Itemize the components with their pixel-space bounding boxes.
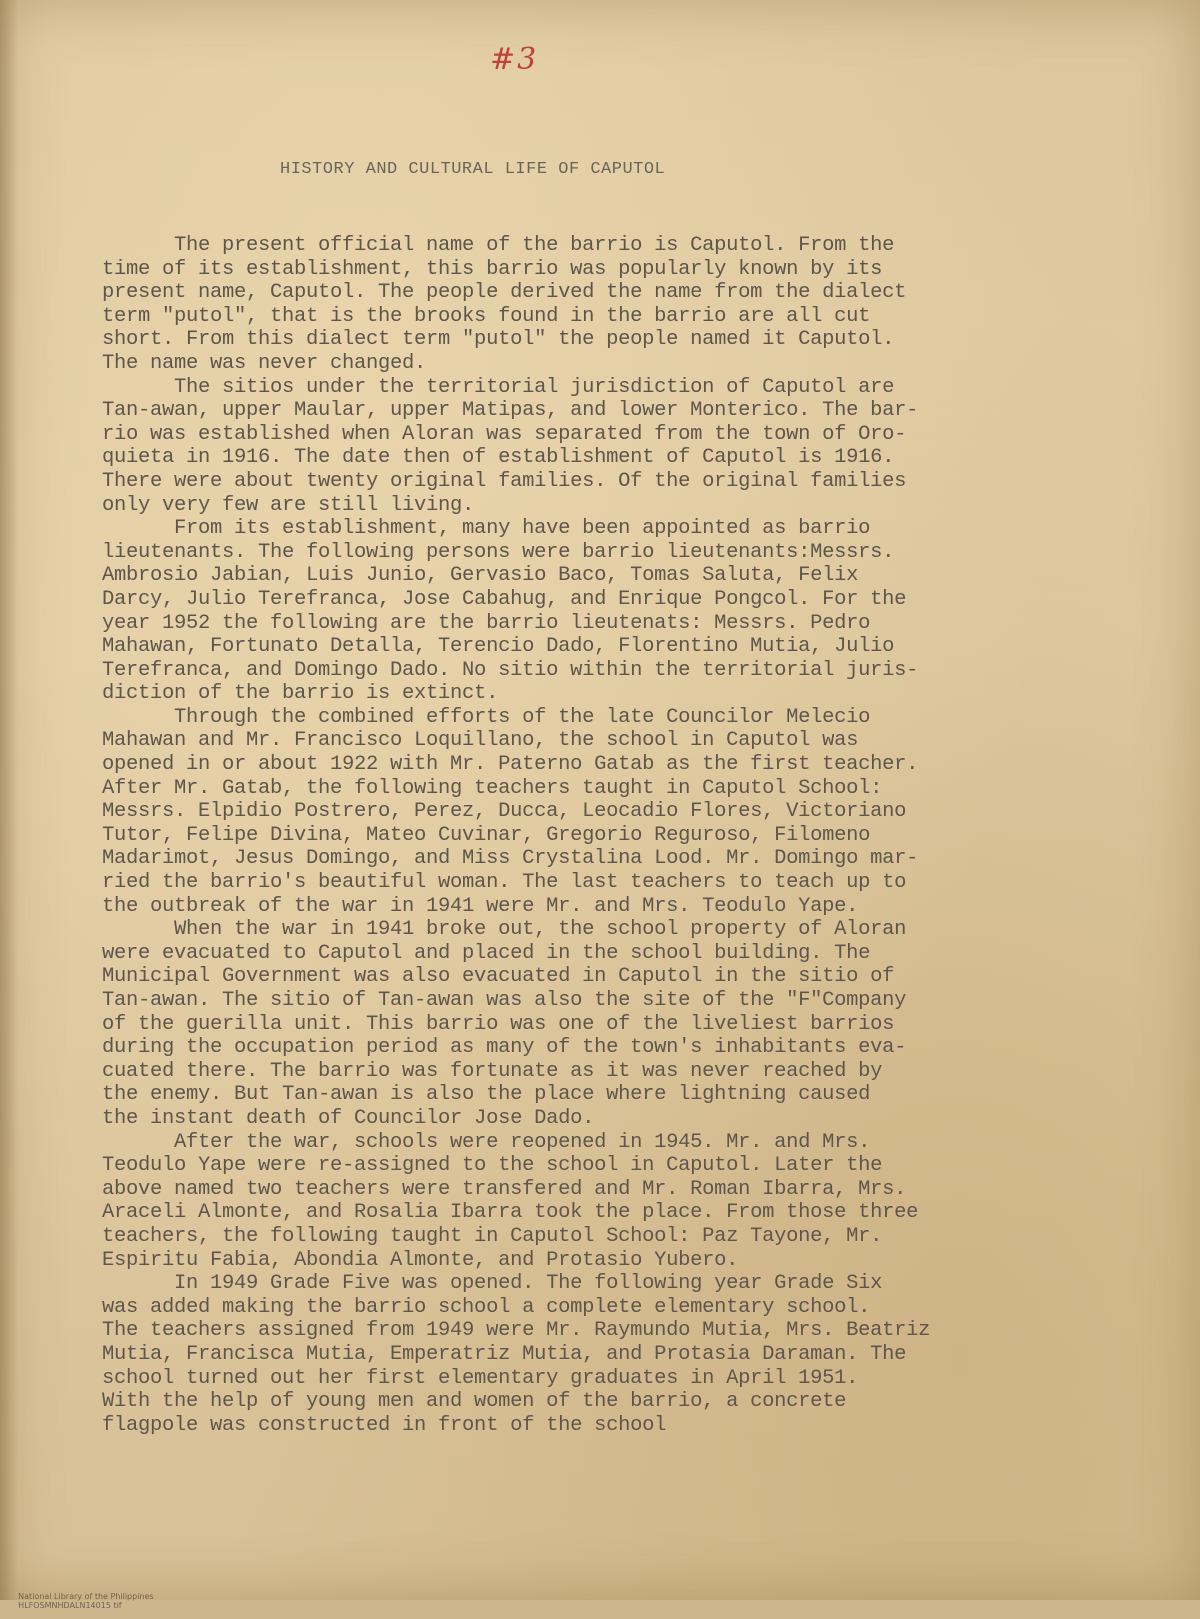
document-body bbox=[102, 234, 1102, 1437]
body-line: time of its establishment, this barrio was popularly known by its bbox=[102, 257, 883, 281]
body-line: present name, Caputol. The people derived the name from the dialect bbox=[102, 281, 907, 305]
handwritten-page-number: #3 bbox=[490, 42, 539, 77]
body-line: The sitios under the territorial jurisdiction of Caputol are bbox=[102, 375, 895, 399]
body-line: With the help of young men and women of the barrio, a concrete bbox=[102, 1390, 847, 1414]
body-line: After the war, schools were reopened in 1945. Mr. and Mrs. bbox=[102, 1130, 871, 1154]
scan-footer bbox=[8, 1583, 172, 1619]
body-line: Espiritu Fabia, Abondia Almonte, and Protasio Yubero. bbox=[102, 1248, 739, 1272]
body-line: Mutia, Francisca Mutia, Emperatriz Mutia, and Protasia Daraman. The bbox=[102, 1342, 907, 1366]
body-line: of the guerilla unit. This barrio was one of the liveliest barrios bbox=[102, 1012, 895, 1036]
document-title: HISTORY AND CULTURAL LIFE OF CAPUTOL bbox=[280, 160, 666, 179]
body-line: Through the combined efforts of the late Councilor Melecio bbox=[102, 705, 871, 729]
body-line: Madarimot, Jesus Domingo, and Miss Crystalina Lood. Mr. Domingo mar- bbox=[102, 847, 919, 871]
body-line: ried the barrio's beautiful woman. The last teachers to teach up to bbox=[102, 871, 907, 895]
body-line: Terefranca, and Domingo Dado. No sitio within the territorial juris- bbox=[102, 658, 919, 682]
body-line: Tutor, Felipe Divina, Mateo Cuvinar, Gregorio Reguroso, Filomeno bbox=[102, 823, 871, 847]
body-line: Ambrosio Jabian, Luis Junio, Gervasio Baco, Tomas Saluta, Felix bbox=[102, 564, 859, 588]
page-edge-shadow bbox=[0, 0, 18, 1600]
body-line: year 1952 the following are the barrio lieutenats: Messrs. Pedro bbox=[102, 611, 871, 635]
body-line: flagpole was constructed in front of the school bbox=[102, 1413, 667, 1437]
body-line: Tan-awan. The sitio of Tan-awan was also the site of the "F"Company bbox=[102, 989, 907, 1012]
body-line: Teodulo Yape were re-assigned to the school in Caputol. Later the bbox=[102, 1154, 883, 1178]
body-line: Municipal Government was also evacuated in Caputol in the sitio of bbox=[102, 965, 895, 989]
body-line: short. From this dialect term "putol" the people named it Caputol. bbox=[102, 328, 895, 352]
body-line: From its establishment, many have been appointed as barrio bbox=[102, 517, 871, 541]
body-line: the instant death of Councilor Jose Dado. bbox=[102, 1106, 595, 1130]
footer-library-label: National Library of the Philippines bbox=[18, 1592, 154, 1601]
body-line: Tan-awan, upper Maular, upper Matipas, and lower Monterico. The bar- bbox=[102, 399, 919, 423]
body-line: Messrs. Elpidio Postrero, Perez, Ducca, Leocadio Flores, Victoriano bbox=[102, 800, 907, 824]
body-line: The present official name of the barrio is Caputol. From the bbox=[102, 234, 895, 257]
body-line: When the war in 1941 broke out, the school property of Aloran bbox=[102, 918, 907, 942]
body-line: There were about twenty original families. Of the original families bbox=[102, 469, 907, 493]
body-line: diction of the barrio is extinct. bbox=[102, 682, 499, 706]
body-line: cuated there. The barrio was fortunate as it was never reached by bbox=[102, 1059, 883, 1083]
body-line: Darcy, Julio Terefranca, Jose Cabahug, and Enrique Pongcol. For the bbox=[102, 587, 907, 611]
body-line: rio was established when Aloran was separated from the town of Oro- bbox=[102, 422, 907, 446]
body-line: Mahawan and Mr. Francisco Loquillano, the school in Caputol was bbox=[102, 729, 859, 753]
body-line: The teachers assigned from 1949 were Mr. Raymundo Mutia, Mrs. Beatriz bbox=[102, 1319, 931, 1343]
body-line: Mahawan, Fortunato Detalla, Terencio Dado, Florentino Mutia, Julio bbox=[102, 635, 895, 659]
body-line: opened in or about 1922 with Mr. Paterno Gatab as the first teacher. bbox=[102, 753, 919, 777]
body-line: only very few are still living. bbox=[102, 493, 475, 517]
body-line: teachers, the following taught in Caputol School: Paz Tayone, Mr. bbox=[102, 1224, 883, 1248]
body-line: Araceli Almonte, and Rosalia Ibarra took the place. From those three bbox=[102, 1201, 919, 1225]
body-line: above named two teachers were transfered and Mr. Roman Ibarra, Mrs. bbox=[102, 1177, 907, 1201]
footer-file-label: HLFOSMNHDALN14015 tif bbox=[18, 1601, 122, 1610]
body-line: school turned out her first elementary graduates in April 1951. bbox=[102, 1366, 859, 1390]
body-line: lieutenants. The following persons were barrio lieutenants:Messrs. bbox=[102, 540, 895, 564]
body-line: term "putol", that is the brooks found in the barrio are all cut bbox=[102, 304, 871, 328]
body-line: were evacuated to Caputol and placed in the school building. The bbox=[102, 941, 871, 965]
body-line: the outbreak of the war in 1941 were Mr. and Mrs. Teodulo Yape. bbox=[102, 894, 859, 918]
body-line: during the occupation period as many of the town's inhabitants eva- bbox=[102, 1036, 907, 1060]
body-line: was added making the barrio school a complete elementary school. bbox=[102, 1295, 871, 1319]
body-line: quieta in 1916. The date then of establishment of Caputol is 1916. bbox=[102, 446, 895, 470]
body-line: the enemy. But Tan-awan is also the place where lightning caused bbox=[102, 1083, 871, 1107]
body-line: The name was never changed. bbox=[102, 351, 427, 375]
body-line: In 1949 Grade Five was opened. The following year Grade Six bbox=[102, 1272, 883, 1296]
body-line: After Mr. Gatab, the following teachers taught in Caputol School: bbox=[102, 776, 883, 800]
